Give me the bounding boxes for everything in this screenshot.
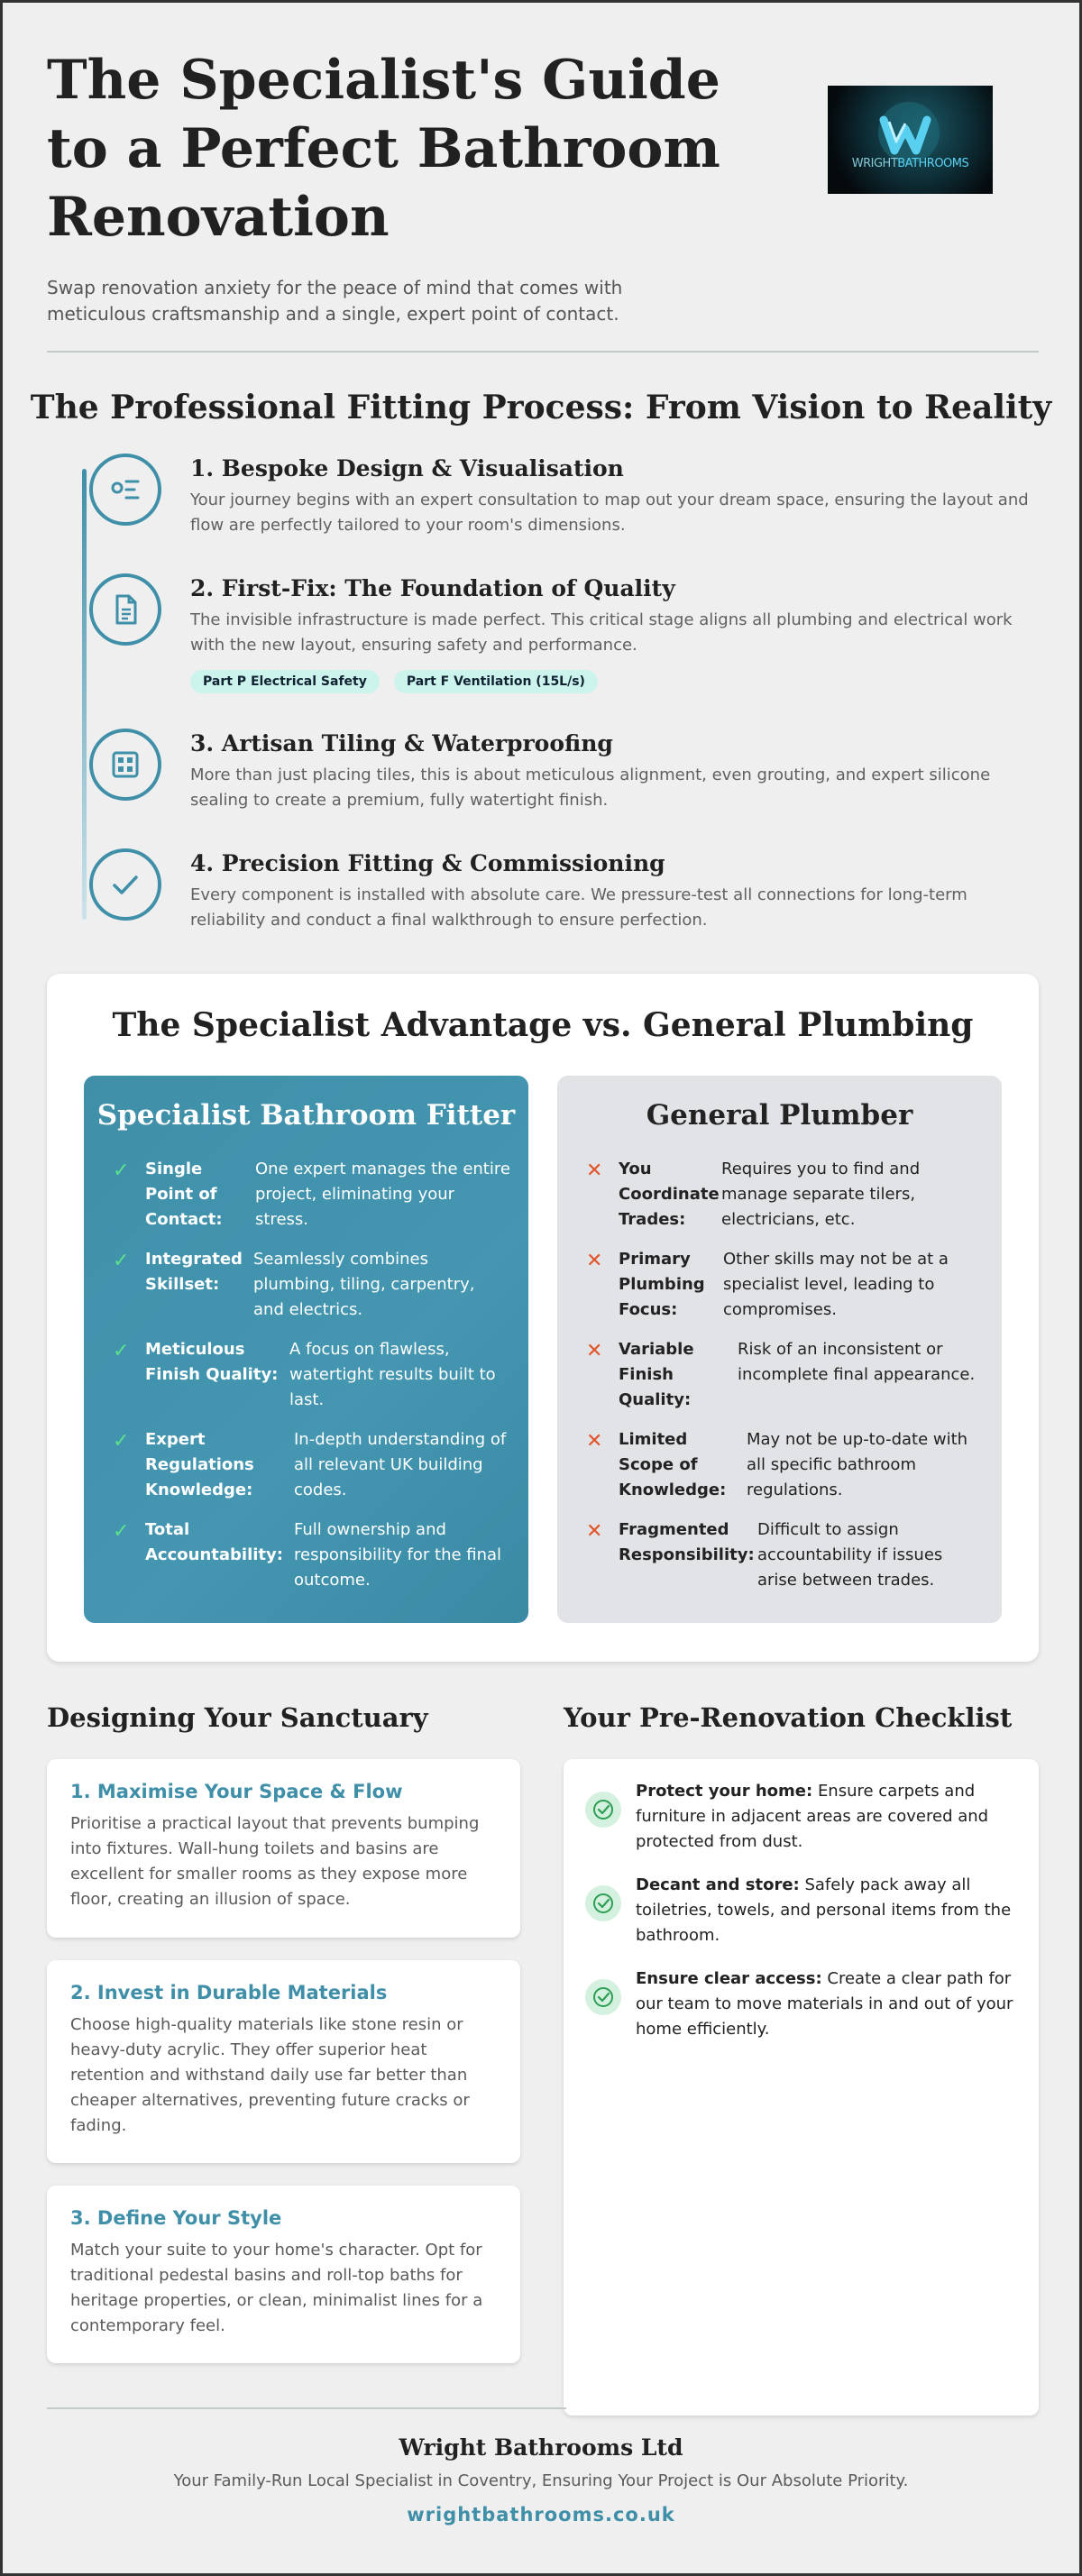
- comparison-row: [113, 1157, 510, 1233]
- comparison-row: [113, 1427, 510, 1503]
- comparison-row: [113, 1247, 510, 1323]
- tip-description: Prioritise a practical layout that prevents bumping into fixtures. Wall-hung toilets and basins are excellent for smaller rooms as they expose more floor, creating an illusion of space.: [70, 1814, 480, 1909]
- comparison-label: Meticulous Finish Quality:: [145, 1340, 279, 1384]
- page-subtitle: Swap renovation anxiety for the peace of mind that comes with meticulous craftsmanship and a single, expert point of contact.: [47, 277, 623, 325]
- footer-tagline: Your Family-Run Local Specialist in Coventry, Ensuring Your Project is Our Absolute Priority.: [173, 2471, 909, 2490]
- process-title: The Professional Fitting Process: From Vision to Reality: [30, 389, 1052, 426]
- comparison-row: [586, 1337, 984, 1413]
- checkmark-icon: ✓: [113, 1250, 130, 1272]
- checkmark-icon: ✓: [113, 1520, 130, 1543]
- checkmark-icon: ✓: [113, 1160, 130, 1182]
- specialist-list: [113, 1157, 510, 1608]
- divider: [47, 351, 1039, 353]
- step-description: Every component is installed with absolute care. We pressure-test all connections for long-term reliability and conduct a final walkthrough to ensure perfection.: [190, 885, 967, 930]
- document-icon: [89, 573, 161, 646]
- tip-title: 3. Define Your Style: [70, 2207, 282, 2229]
- comparison-label: Limited Scope of Knowledge:: [619, 1430, 727, 1499]
- check-icon: [89, 848, 161, 921]
- page-frame: [3, 3, 1079, 2573]
- comparison-label: You Coordinate Trades:: [619, 1160, 720, 1229]
- tip-description: Choose high-quality materials like stone resin or heavy-duty acrylic. They offer superior heat retention and withstand daily use far better than cheaper alternatives, preventing future cracks or fading.: [70, 2015, 470, 2135]
- checklist-text: Safely pack away all toiletries, towels, and personal items from the bathroom.: [636, 1875, 1012, 1945]
- comparison-text: Full ownership and responsibility for the final outcome.: [294, 1520, 502, 1590]
- step-description: Your journey begins with an expert consultation to map out your dream space, ensuring the layout and flow are perfectly tailored to your room's dimensions.: [190, 490, 1029, 535]
- checklist-item: [585, 1966, 1018, 2042]
- tip-title: 2. Invest in Durable Materials: [70, 1982, 388, 2003]
- page-title: The Specialist's Guide to a Perfect Bathroom Renovation: [47, 49, 720, 249]
- cross-icon: ✕: [586, 1520, 603, 1543]
- checklist-section-title: Your Pre-Renovation Checklist: [564, 1702, 1013, 1733]
- step-title: 3. Artisan Tiling & Waterproofing: [190, 730, 613, 756]
- comparison-text: One expert manages the entire project, eliminating your stress.: [255, 1160, 510, 1229]
- tip-title: 1. Maximise Your Space & Flow: [70, 1781, 403, 1802]
- footer-company-name: Wright Bathrooms Ltd: [399, 2434, 683, 2461]
- design-tip-card: [47, 2186, 520, 2363]
- checklist-label: Protect your home:: [636, 1782, 813, 1801]
- specialist-column: [84, 1076, 528, 1623]
- comparison-text: A focus on flawless, watertight results built to last.: [289, 1340, 496, 1409]
- regulation-tag: Part P Electrical Safety: [190, 670, 380, 693]
- checklist-text: Create a clear path for our team to move materials in and out of your home efficiently.: [636, 1969, 1013, 2039]
- check-circle-icon: [585, 1885, 621, 1921]
- comparison-title: The Specialist Advantage vs. General Plumbing: [112, 1006, 974, 1044]
- comparison-label: Fragmented Responsibility:: [619, 1520, 755, 1564]
- company-logo: [828, 86, 993, 194]
- comparison-label: Single Point of Contact:: [145, 1160, 223, 1229]
- comparison-row: [586, 1427, 984, 1503]
- tip-description: Match your suite to your home's character. Opt for traditional pedestal basins and roll-top baths for heritage properties, or clean, minimalist lines for a contemporary feel.: [70, 2241, 483, 2335]
- comparison-row: [586, 1247, 984, 1323]
- general-column-title: General Plumber: [646, 1099, 913, 1132]
- comparison-text: Difficult to assign accountability if issues arise between trades.: [757, 1520, 943, 1590]
- checklist-item: [585, 1873, 1018, 1948]
- checklist-item: [585, 1779, 1018, 1855]
- comparison-text: Seamlessly combines plumbing, tiling, carpentry, and electrics.: [253, 1250, 475, 1319]
- comparison-text: Risk of an inconsistent or incomplete final appearance.: [738, 1340, 976, 1384]
- checklist-card: [564, 1759, 1039, 2416]
- timeline-line: [82, 469, 87, 920]
- comparison-row: [586, 1517, 984, 1593]
- regulation-tag: Part F Ventilation (15L/s): [394, 670, 598, 693]
- design-section-title: Designing Your Sanctuary: [47, 1702, 428, 1733]
- specialist-column-title: Specialist Bathroom Fitter: [96, 1099, 516, 1132]
- general-column: [557, 1076, 1002, 1623]
- checklist-text: Ensure carpets and furniture in adjacent areas are covered and protected from dust.: [636, 1782, 989, 1851]
- comparison-label: Expert Regulations Knowledge:: [145, 1430, 254, 1499]
- checklist-label: Ensure clear access:: [636, 1969, 822, 1988]
- design-icon: [89, 454, 161, 526]
- comparison-row: [113, 1517, 510, 1593]
- tiles-icon: [89, 729, 161, 801]
- general-list: [586, 1157, 984, 1608]
- footer-divider: [47, 2407, 566, 2409]
- comparison-label: Total Accountability:: [145, 1520, 283, 1564]
- checkmark-icon: ✓: [113, 1340, 130, 1362]
- comparison-label: Integrated Skillset:: [145, 1250, 243, 1294]
- step-description: The invisible infrastructure is made perfect. This critical stage aligns all plumbing and electrical work with the new layout, ensuring safety and performance.: [190, 610, 1013, 655]
- comparison-text: Other skills may not be at a specialist level, leading to compromises.: [723, 1250, 949, 1319]
- cross-icon: ✕: [586, 1340, 603, 1362]
- comparison-row: [113, 1337, 510, 1413]
- comparison-row: [586, 1157, 984, 1233]
- logo-wordmark: WRIGHTBATHROOMS: [851, 157, 969, 170]
- step-title: 1. Bespoke Design & Visualisation: [190, 455, 624, 481]
- step-description: More than just placing tiles, this is about meticulous alignment, even grouting, and expert silicone sealing to create a premium, fully watertight finish.: [190, 765, 991, 810]
- step-title: 4. Precision Fitting & Commissioning: [190, 850, 665, 876]
- cross-icon: ✕: [586, 1160, 603, 1182]
- comparison-text: Requires you to find and manage separate tilers, electricians, etc.: [721, 1160, 921, 1229]
- comparison-label: Primary Plumbing Focus:: [619, 1250, 705, 1319]
- comparison-text: May not be up-to-date with all specific bathroom regulations.: [747, 1430, 968, 1499]
- comparison-text: In-depth understanding of all relevant UK building codes.: [294, 1430, 507, 1499]
- checklist-label: Decant and store:: [636, 1875, 800, 1894]
- design-tip-card: [47, 1759, 520, 1938]
- design-tip-card: [47, 1960, 520, 2163]
- checkmark-icon: ✓: [113, 1430, 130, 1453]
- step-title: 2. First-Fix: The Foundation of Quality: [190, 575, 675, 601]
- website-link[interactable]: wrightbathrooms.co.uk: [407, 2504, 675, 2526]
- cross-icon: ✕: [586, 1430, 603, 1453]
- regulation-tags: [190, 670, 1038, 693]
- cross-icon: ✕: [586, 1250, 603, 1272]
- check-circle-icon: [585, 1792, 621, 1828]
- check-circle-icon: [585, 1979, 621, 2015]
- comparison-card: [47, 974, 1039, 1662]
- comparison-label: Variable Finish Quality:: [619, 1340, 694, 1409]
